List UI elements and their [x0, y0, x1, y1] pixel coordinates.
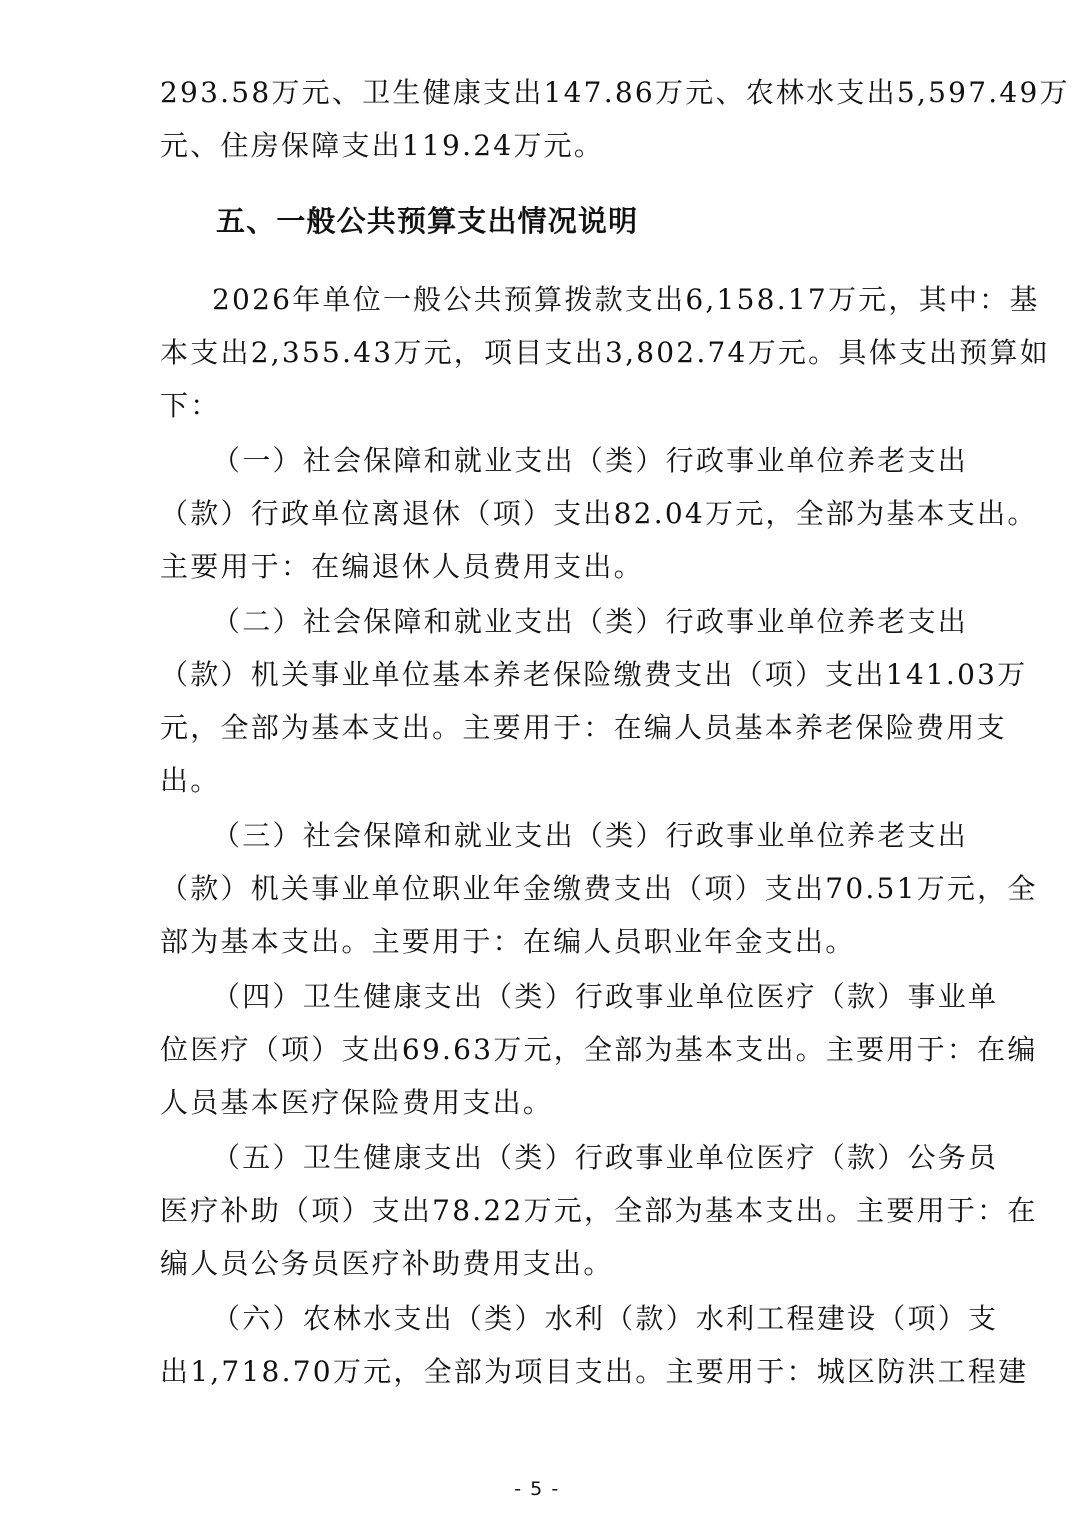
- paragraph-line: 主要用于：在编退休人员费用支出。: [160, 550, 644, 583]
- paragraph-line: 293.58万元、卫生健康支出147.86万元、农林水支出5,597.49万: [160, 76, 1070, 109]
- paragraph-line: （五）卫生健康支出（类）行政事业单位医疗（款）公务员: [212, 1141, 999, 1174]
- paragraph-line: （三）社会保障和就业支出（类）行政事业单位养老支出: [212, 819, 969, 852]
- paragraph-line: （款）机关事业单位基本养老保险缴费支出（项）支出141.03万: [160, 658, 1028, 691]
- paragraph-line: 本支出2,355.43万元，项目支出3,802.74万元。具体支出预算如: [160, 336, 1051, 369]
- paragraph-line: 医疗补助（项）支出78.22万元，全部为基本支出。主要用于：在: [160, 1194, 1038, 1227]
- paragraph-line: （款）机关事业单位职业年金缴费支出（项）支出70.51万元，全: [160, 872, 1038, 905]
- paragraph-line: （二）社会保障和就业支出（类）行政事业单位养老支出: [212, 605, 969, 638]
- page-number: - 5 -: [514, 1478, 560, 1500]
- paragraph-line: 人员基本医疗保险费用支出。: [160, 1086, 554, 1119]
- paragraph-line: 出1,718.70万元，全部为项目支出。主要用于：城区防洪工程建: [160, 1355, 1029, 1388]
- paragraph-line: 元、住房保障支出119.24万元。: [160, 129, 605, 162]
- paragraph-line: 2026年单位一般公共预算拨款支出6,158.17万元，其中：基: [212, 283, 1040, 316]
- paragraph-line: 元，全部为基本支出。主要用于：在编人员基本养老保险费用支: [160, 711, 1007, 744]
- paragraph-line: 部为基本支出。主要用于：在编人员职业年金支出。: [160, 925, 856, 958]
- paragraph-line: （款）行政单位离退休（项）支出82.04万元，全部为基本支出。: [160, 497, 1038, 530]
- paragraph-line: （六）农林水支出（类）水利（款）水利工程建设（项）支: [212, 1302, 999, 1335]
- section-heading: 五、一般公共预算支出情况说明: [216, 204, 639, 238]
- paragraph-line: （四）卫生健康支出（类）行政事业单位医疗（款）事业单: [212, 980, 999, 1013]
- paragraph-line: （一）社会保障和就业支出（类）行政事业单位养老支出: [212, 444, 969, 477]
- paragraph-line: 下：: [160, 389, 221, 422]
- paragraph-line: 位医疗（项）支出69.63万元，全部为基本支出。主要用于：在编: [160, 1033, 1038, 1066]
- paragraph-line: 出。: [160, 764, 221, 797]
- paragraph-line: 编人员公务员医疗补助费用支出。: [160, 1247, 614, 1280]
